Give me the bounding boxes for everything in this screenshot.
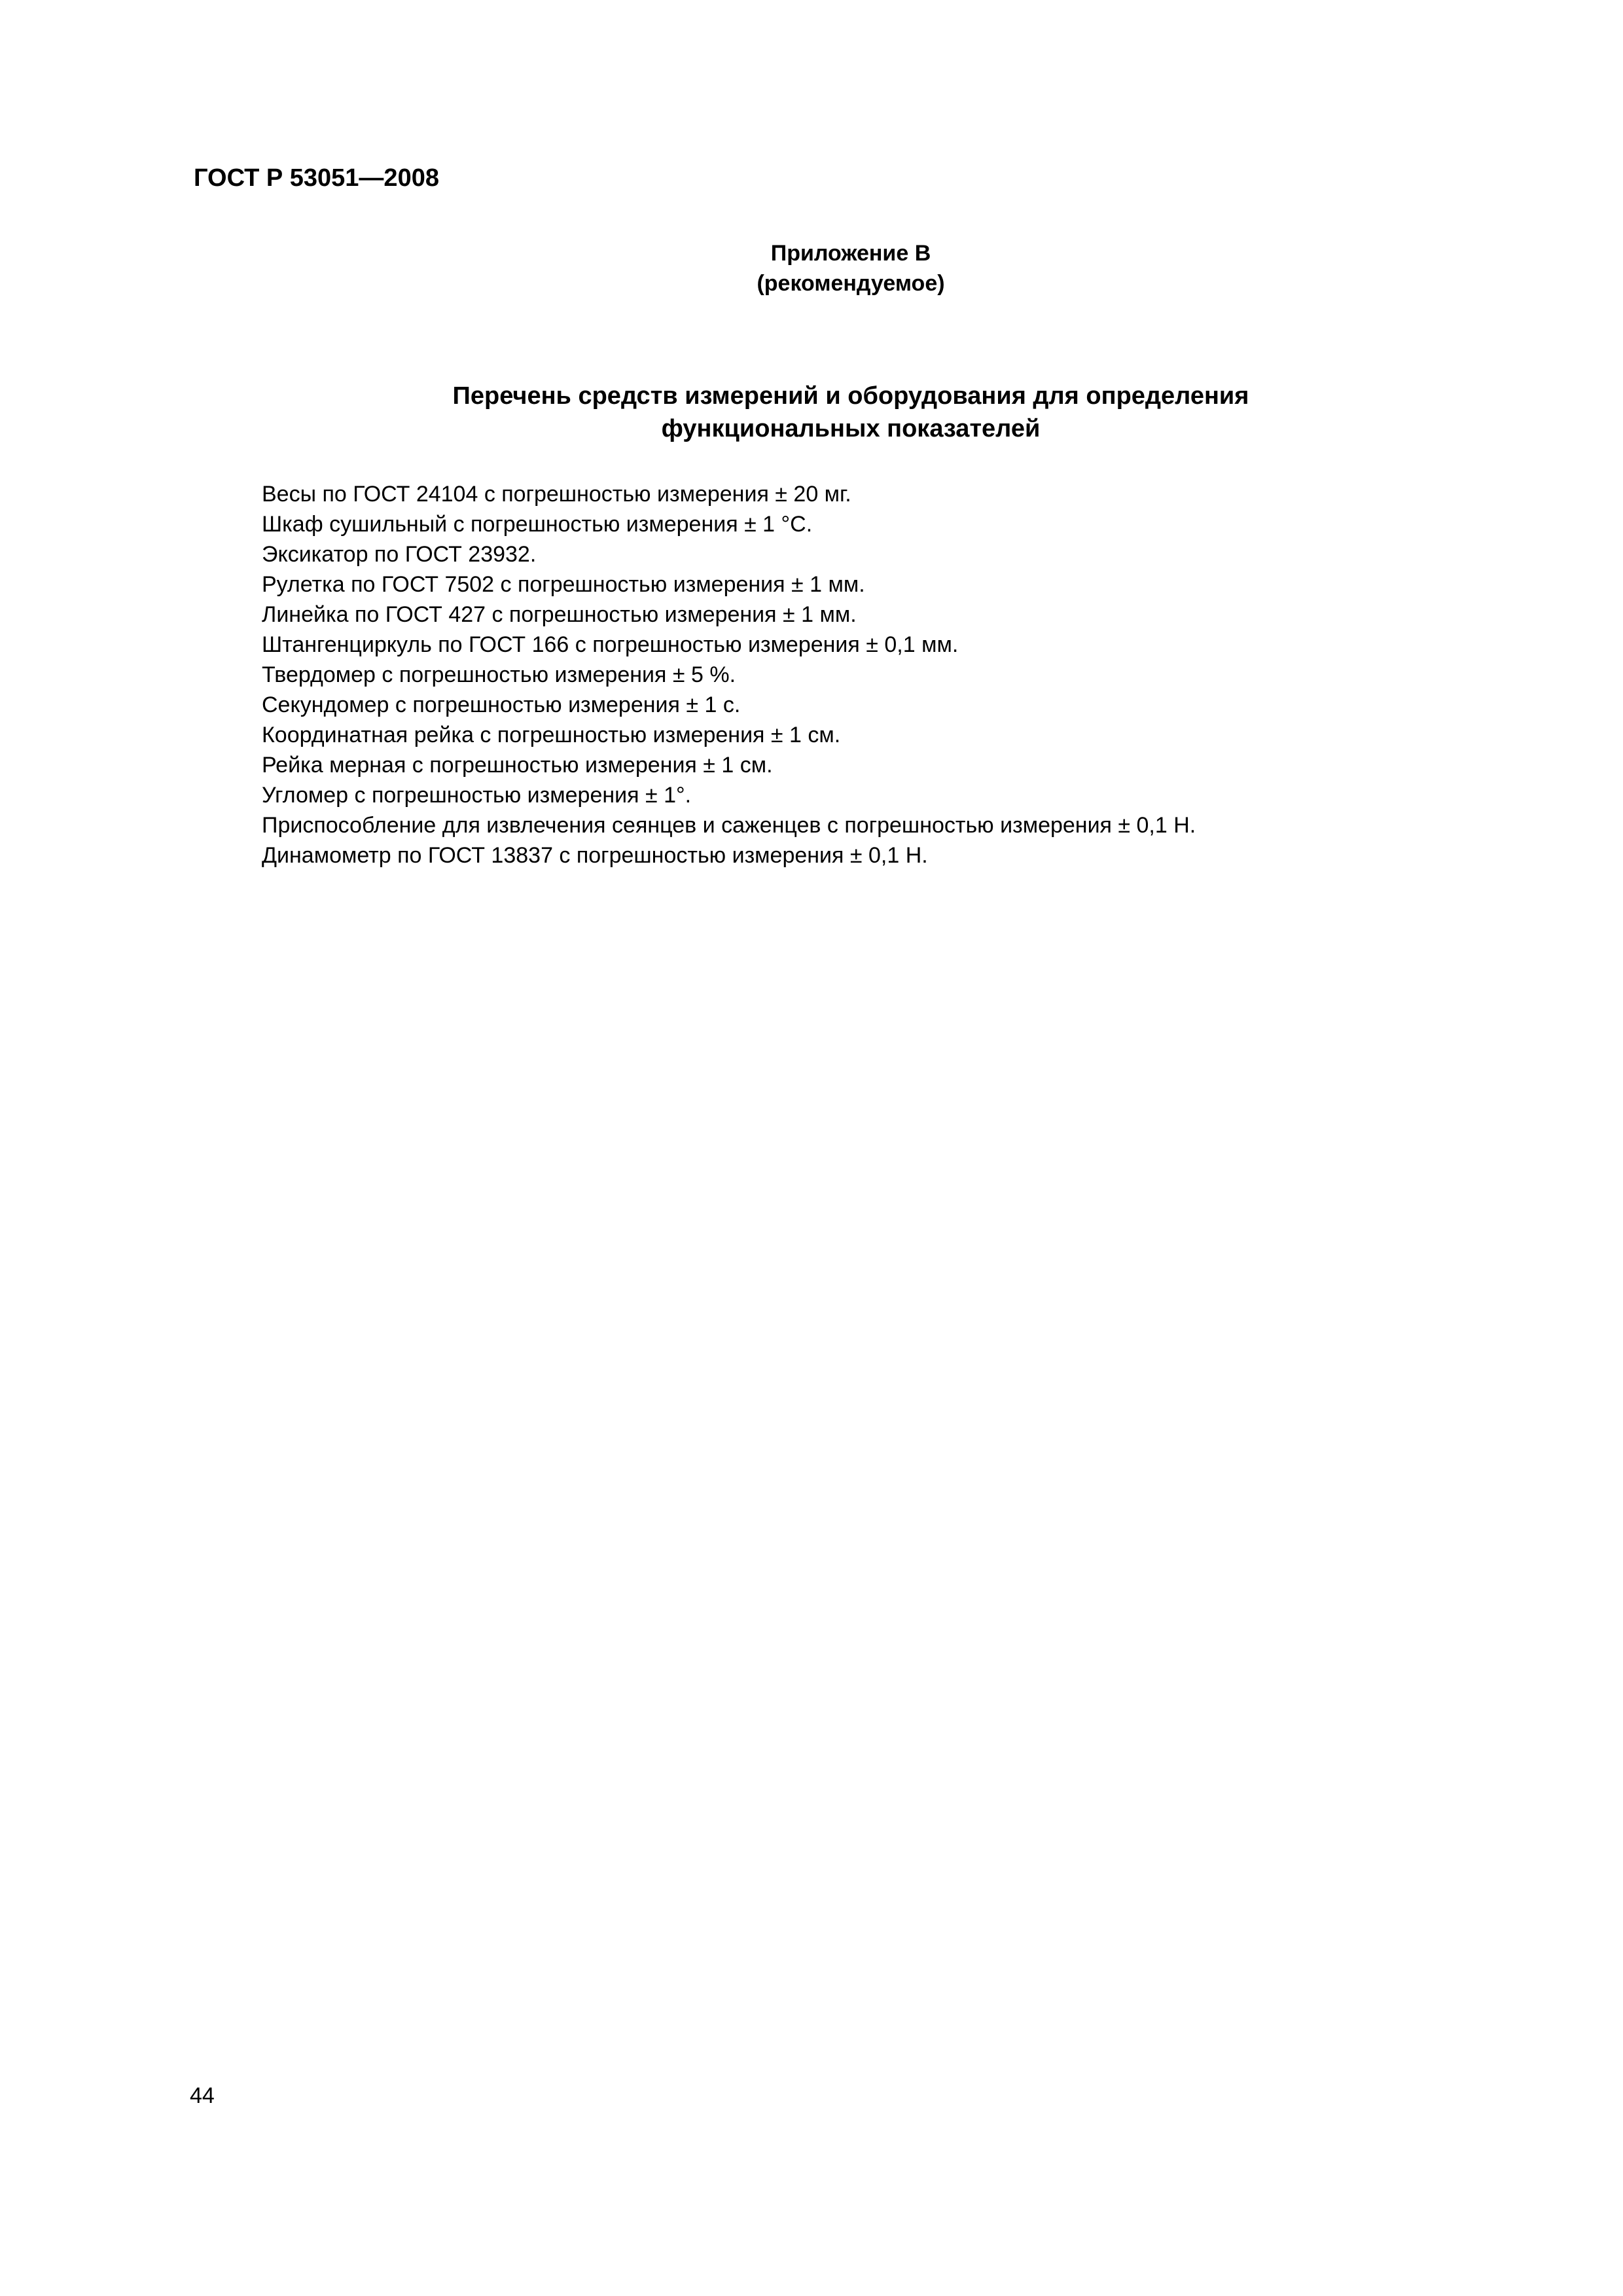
list-item: Шкаф сушильный с погрешностью измерения ± 1 °С. bbox=[262, 512, 813, 537]
appendix-label: Приложение В bbox=[770, 241, 931, 266]
list-item: Линейка по ГОСТ 427 с погрешностью измерения ± 1 мм. bbox=[262, 602, 857, 627]
list-item: Эксикатор по ГОСТ 23932. bbox=[262, 542, 537, 567]
list-item: Приспособление для извлечения сеянцев и саженцев с погрешностью измерения ± 0,1 Н. bbox=[262, 813, 1196, 838]
section-title-line-1: Перечень средств измерений и оборудования для определения bbox=[452, 382, 1249, 410]
section-title-line-2: функциональных показателей bbox=[661, 415, 1041, 442]
appendix-status: (рекомендуемое) bbox=[757, 271, 945, 296]
list-item: Динамометр по ГОСТ 13837 с погрешностью измерения ± 0,1 Н. bbox=[262, 843, 928, 868]
list-item: Угломер с погрешностью измерения ± 1°. bbox=[262, 783, 692, 808]
list-item: Координатная рейка с погрешностью измерения ± 1 см. bbox=[262, 723, 841, 747]
list-item: Рейка мерная с погрешностью измерения ± 1 см. bbox=[262, 753, 773, 778]
section-title bbox=[327, 380, 1374, 445]
list-item: Рулетка по ГОСТ 7502 с погрешностью измерения ± 1 мм. bbox=[262, 572, 865, 597]
list-item: Штангенциркуль по ГОСТ 166 с погрешностью измерения ± 0,1 мм. bbox=[262, 632, 959, 657]
document-code: ГОСТ Р 53051—2008 bbox=[194, 164, 439, 192]
list-item: Твердомер с погрешностью измерения ± 5 %. bbox=[262, 662, 736, 687]
list-item: Весы по ГОСТ 24104 с погрешностью измерения ± 20 мг. bbox=[262, 482, 851, 507]
equipment-list bbox=[262, 479, 1196, 870]
appendix-heading bbox=[654, 238, 1047, 298]
list-item: Секундомер с погрешностью измерения ± 1 с. bbox=[262, 692, 741, 717]
page-number: 44 bbox=[190, 2083, 215, 2108]
